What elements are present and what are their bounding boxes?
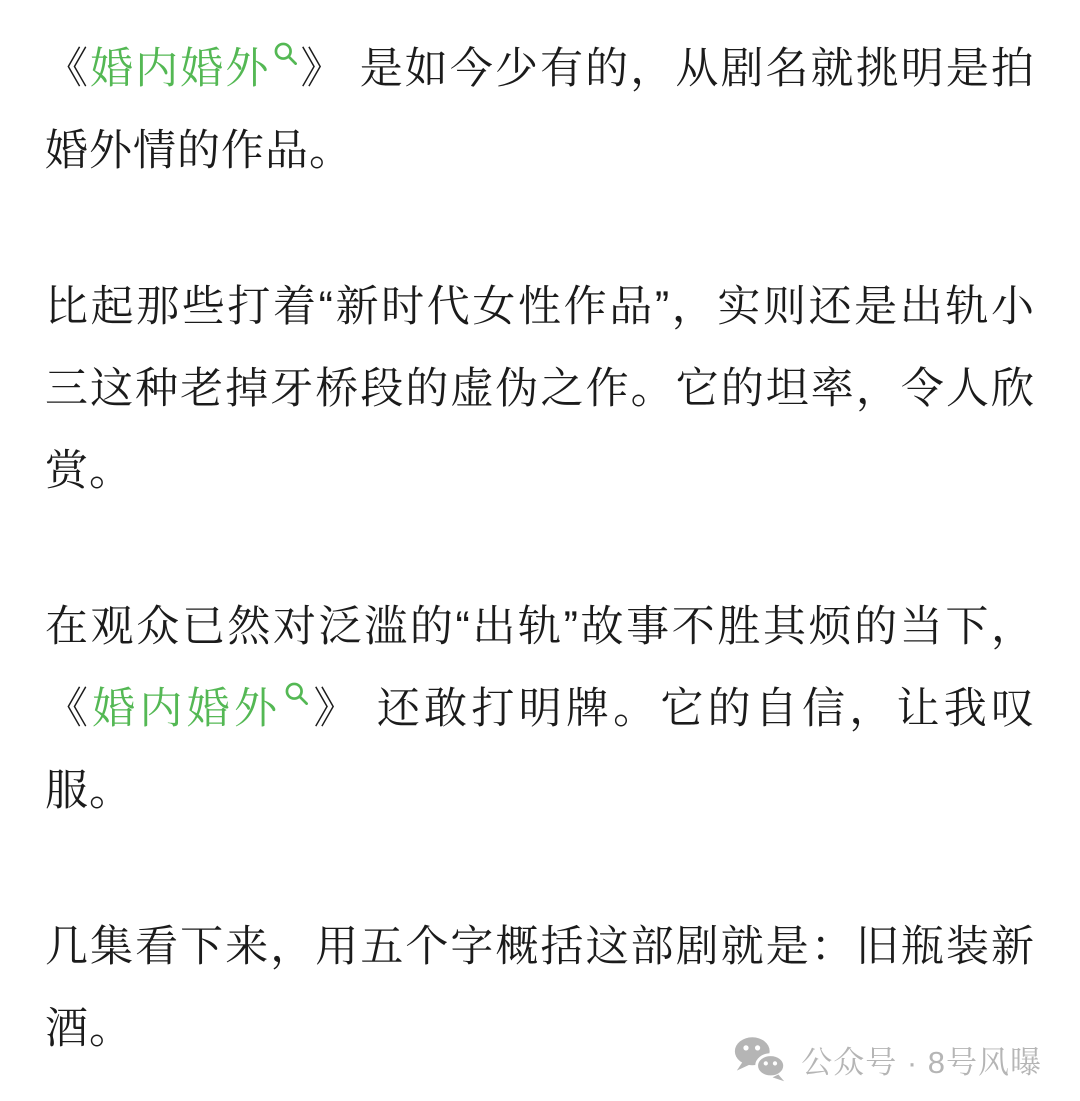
paragraph-text: 在观众已然对泛滥的“出轨”故事不胜其烦的当下，《 xyxy=(45,603,1035,733)
search-icon xyxy=(272,40,299,67)
paragraph-text: 《 xyxy=(45,45,91,93)
keyword-search-link[interactable]: 婚内婚外 xyxy=(90,45,299,93)
wechat-icon xyxy=(731,1034,789,1084)
search-icon xyxy=(283,680,310,707)
keyword-search-link[interactable]: 婚内婚外 xyxy=(92,685,310,733)
watermark-text: 公众号 · 8号风曝 xyxy=(801,1044,1042,1080)
paragraph-text: 几集看下来，用五个字概括这部剧就是：旧瓶装新酒。 xyxy=(45,923,1035,1053)
paragraph xyxy=(45,28,1035,192)
paragraph xyxy=(45,266,1035,512)
paragraph-text: 比起那些打着“新时代女性作品”，实则还是出轨小三这种老掉牙桥段的虚伪之作。它的坦率，令人欣赏。 xyxy=(45,283,1035,495)
paragraph xyxy=(45,586,1035,832)
paragraph-text: 》 是如今少有的，从剧名就挑明是拍婚外情的作品。 xyxy=(45,45,1035,175)
paragraph-text: 》 还敢打明牌。它的自信，让我叹服。 xyxy=(45,685,1036,815)
wechat-watermark xyxy=(731,1034,1042,1084)
